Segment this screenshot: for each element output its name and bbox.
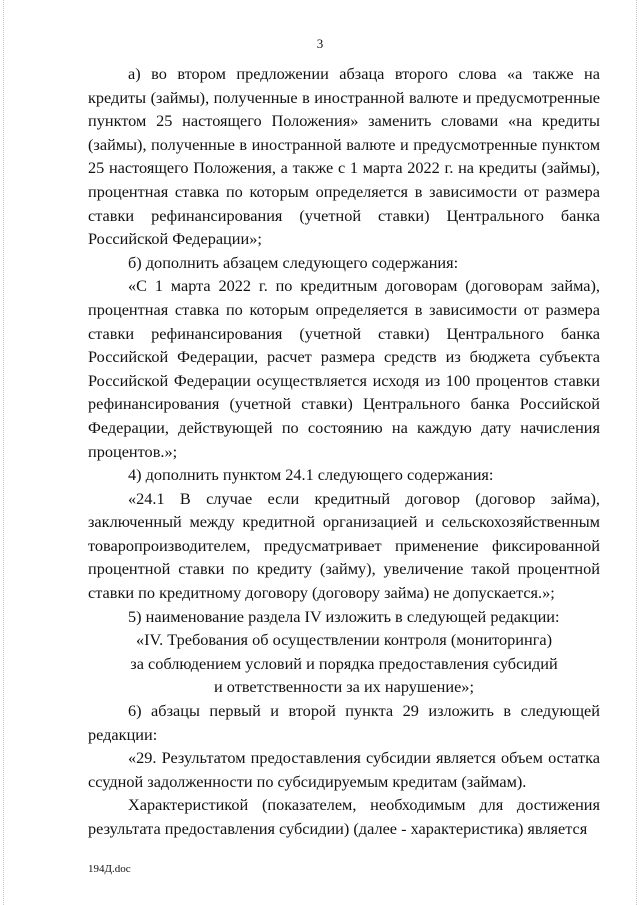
paragraph-a: а) во втором предложении абзаца второго слова «а также на кредиты (займы), полученные в иностранной валюте и предусмотренные пунктом 25 настоящего Положения» заменить словами «на кредиты (займы), полученные в иностранной валюте и предусмотренные пунктом 25 настоящего Положения, а также с 1 марта 2022 г. на кредиты (займы), процентная ставка по которым определяется в зависимости от размера ставки рефинансирования (учетной ставки) Центрального банка Российской Федерации»; xyxy=(88,64,600,249)
footer-filename: 194Д.doc xyxy=(88,863,131,875)
paragraph-quote-24-1: «24.1 В случае если кредитный договор (договор займа), заключенный между кредитной организацией и сельскохозяйственным товаропроизводителем, предусматривает применение фиксированной процентной ставки по кредиту (займу), увеличение такой процентной ставки по кредитному договору (договору займа) не допускается.»; xyxy=(88,488,600,603)
page-number: 3 xyxy=(316,36,324,51)
section-heading-line-2: за соблюдением условий и порядка предоставления субсидий xyxy=(130,653,558,673)
paragraph-quote-march-2022: «С 1 марта 2022 г. по кредитным договорам (договорам займа), процентная ставка по которым определяется в зависимости от размера ставки рефинансирования (учетной ставки) Центрального банка Российской Федерации, расчет размера средств из бюджета субъекта Российской Федерации осуществляется исходя из 100 процентов ставки рефинансирования (учетной ставки) Центрального банка Российской Федерации, действующей по состоянию на каждую дату начисления процентов.»; xyxy=(88,276,600,461)
paragraph-characteristic: Характеристикой (показателем, необходимым для достижения результата предоставления субсидии) (далее - характеристика) является xyxy=(88,795,600,838)
section-heading-line-3: и ответственности за их нарушение»; xyxy=(214,677,474,697)
paragraph-item-6: 6) абзацы первый и второй пункта 29 изложить в следующей редакции: xyxy=(88,701,600,744)
document-body xyxy=(88,62,600,841)
paragraph-quote-29: «29. Результатом предоставления субсидии является объем остатка ссудной задолженности по субсидируемым кредитам (займам). xyxy=(88,748,600,791)
scan-edge-right xyxy=(636,0,638,905)
paragraph-b: б) дополнить абзацем следующего содержания: xyxy=(128,252,459,272)
scan-edge-left xyxy=(3,0,5,905)
section-heading-line-1: «IV. Требования об осуществлении контроля (мониторинга) xyxy=(135,630,553,650)
paragraph-item-4: 4) дополнить пунктом 24.1 следующего содержания: xyxy=(128,465,494,485)
paragraph-item-5: 5) наименование раздела IV изложить в следующей редакции: xyxy=(128,606,560,626)
